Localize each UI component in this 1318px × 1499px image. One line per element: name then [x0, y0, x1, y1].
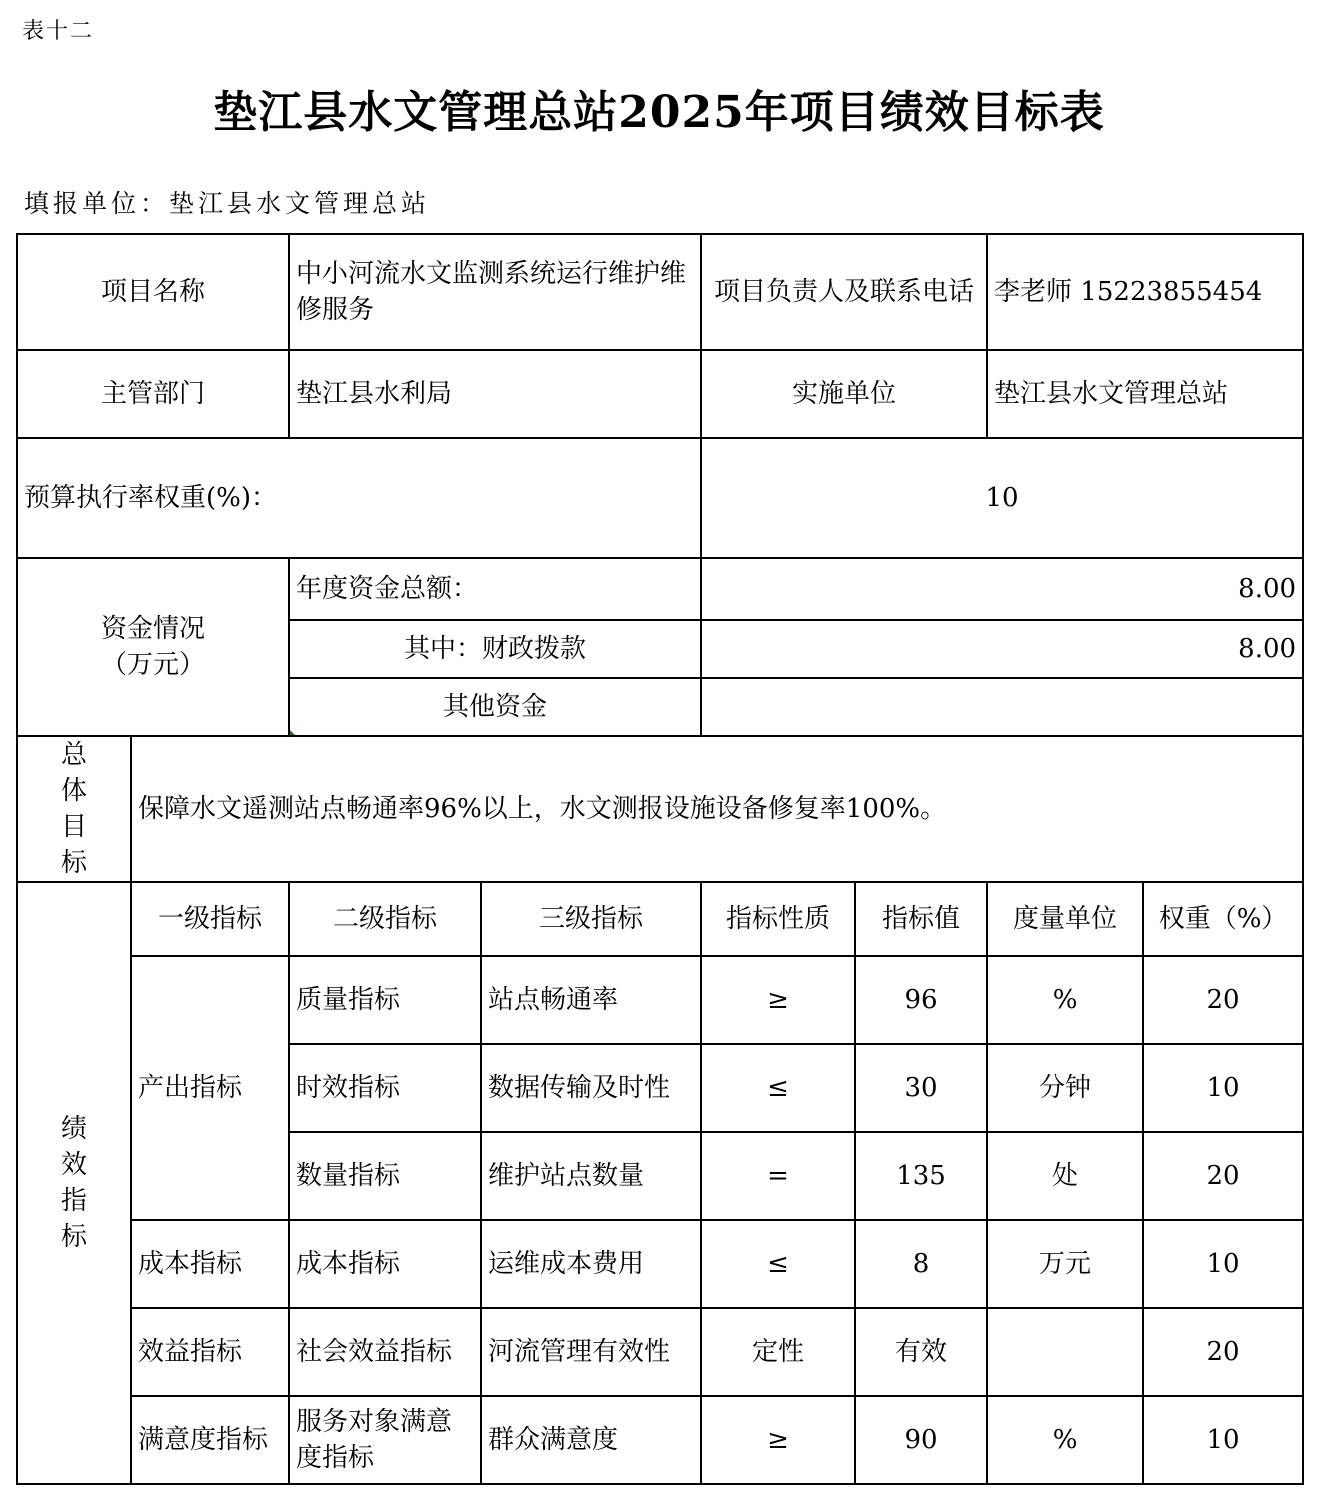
- reporting-unit: 填报单位：垫江县水文管理总站: [24, 189, 431, 218]
- contact-value: 李老师 15223855454: [987, 234, 1303, 350]
- unit-cell: 分钟: [987, 1044, 1143, 1132]
- other-funds-value: [701, 678, 1303, 736]
- weight-cell: 20: [1143, 956, 1303, 1044]
- level3-cell: 维护站点数量: [481, 1132, 701, 1220]
- col-header-weight: 权重（%）: [1143, 882, 1303, 956]
- value-cell: 90: [855, 1396, 987, 1484]
- level3-cell: 运维成本费用: [481, 1220, 701, 1308]
- unit-cell: 处: [987, 1132, 1143, 1220]
- impl-unit-label: 实施单位: [701, 350, 987, 438]
- unit-cell: %: [987, 1396, 1143, 1484]
- goal-label-char: 目: [60, 812, 87, 842]
- level3-cell: 数据传输及时性: [481, 1044, 701, 1132]
- unit-cell: 万元: [987, 1220, 1143, 1308]
- weight-cell: 10: [1143, 1220, 1303, 1308]
- table-row: [17, 956, 1303, 1044]
- level1-cell: 满意度指标: [131, 1396, 289, 1484]
- level2-cell: 时效指标: [289, 1044, 481, 1132]
- unit-cell: %: [987, 956, 1143, 1044]
- budget-rate-label: 预算执行率权重(%)：: [17, 438, 701, 558]
- nature-cell: 定性: [701, 1308, 855, 1396]
- goal-label-char: 总: [60, 740, 87, 770]
- level2-cell: 成本指标: [289, 1220, 481, 1308]
- nature-cell: ≤: [701, 1220, 855, 1308]
- total-funds-label: 年度资金总额：: [289, 558, 701, 620]
- goal-label-char: 标: [60, 848, 87, 878]
- dept-value: 垫江县水利局: [289, 350, 701, 438]
- col-header-level2: 二级指标: [289, 882, 481, 956]
- table-row: [17, 1220, 1303, 1308]
- col-header-level3: 三级指标: [481, 882, 701, 956]
- value-cell: 135: [855, 1132, 987, 1220]
- level3-cell: 站点畅通率: [481, 956, 701, 1044]
- level1-cell: 成本指标: [131, 1220, 289, 1308]
- impl-unit-value: 垫江县水文管理总站: [987, 350, 1303, 438]
- budget-rate-value: 10: [701, 438, 1303, 558]
- level2-cell: 服务对象满意度指标: [289, 1396, 481, 1484]
- fiscal-funds-value: 8.00: [701, 620, 1303, 678]
- value-cell: 96: [855, 956, 987, 1044]
- weight-cell: 20: [1143, 1132, 1303, 1220]
- nature-cell: =: [701, 1132, 855, 1220]
- indicators-label-char: 绩: [60, 1114, 87, 1144]
- table-row: [17, 1308, 1303, 1396]
- overall-goal-label: [17, 736, 131, 882]
- dept-label: 主管部门: [17, 350, 289, 438]
- col-header-nature: 指标性质: [701, 882, 855, 956]
- overall-goal-text: 保障水文遥测站点畅通率96%以上，水文测报设施设备修复率100%。: [131, 736, 1303, 882]
- total-funds-value: 8.00: [701, 558, 1303, 620]
- page-title: 垫江县水文管理总站2025年项目绩效目标表: [213, 87, 1105, 138]
- funds-label-line2: （万元）: [101, 650, 206, 680]
- value-cell: 有效: [855, 1308, 987, 1396]
- nature-cell: ≤: [701, 1044, 855, 1132]
- funds-label: [17, 558, 289, 736]
- project-name-value: 中小河流水文监测系统运行维护维修服务: [289, 234, 701, 350]
- indicators-label-char: 效: [60, 1150, 87, 1180]
- indicators-label: [17, 882, 131, 1484]
- value-cell: 8: [855, 1220, 987, 1308]
- level2-cell: 社会效益指标: [289, 1308, 481, 1396]
- weight-cell: 10: [1143, 1396, 1303, 1484]
- indicators-label-char: 标: [60, 1222, 87, 1252]
- weight-cell: 10: [1143, 1044, 1303, 1132]
- level3-cell: 河流管理有效性: [481, 1308, 701, 1396]
- level2-cell: 质量指标: [289, 956, 481, 1044]
- fiscal-funds-label: 其中：财政拨款: [289, 620, 701, 678]
- table-caption: 表十二: [22, 19, 95, 44]
- project-name-label: 项目名称: [17, 234, 289, 350]
- performance-goal-table: [16, 233, 1304, 1485]
- level3-cell: 群众满意度: [481, 1396, 701, 1484]
- indicators-label-char: 指: [60, 1186, 87, 1216]
- weight-cell: 20: [1143, 1308, 1303, 1396]
- col-header-value: 指标值: [855, 882, 987, 956]
- value-cell: 30: [855, 1044, 987, 1132]
- contact-label: 项目负责人及联系电话: [701, 234, 987, 350]
- col-header-unit: 度量单位: [987, 882, 1143, 956]
- level1-cell: 产出指标: [131, 956, 289, 1220]
- unit-cell: [987, 1308, 1143, 1396]
- other-funds-label: 其他资金: [289, 678, 701, 736]
- funds-label-line1: 资金情况: [101, 614, 206, 644]
- nature-cell: ≥: [701, 1396, 855, 1484]
- goal-label-char: 体: [60, 776, 87, 806]
- table-row: [17, 1396, 1303, 1484]
- nature-cell: ≥: [701, 956, 855, 1044]
- level1-cell: 效益指标: [131, 1308, 289, 1396]
- col-header-level1: 一级指标: [131, 882, 289, 956]
- level2-cell: 数量指标: [289, 1132, 481, 1220]
